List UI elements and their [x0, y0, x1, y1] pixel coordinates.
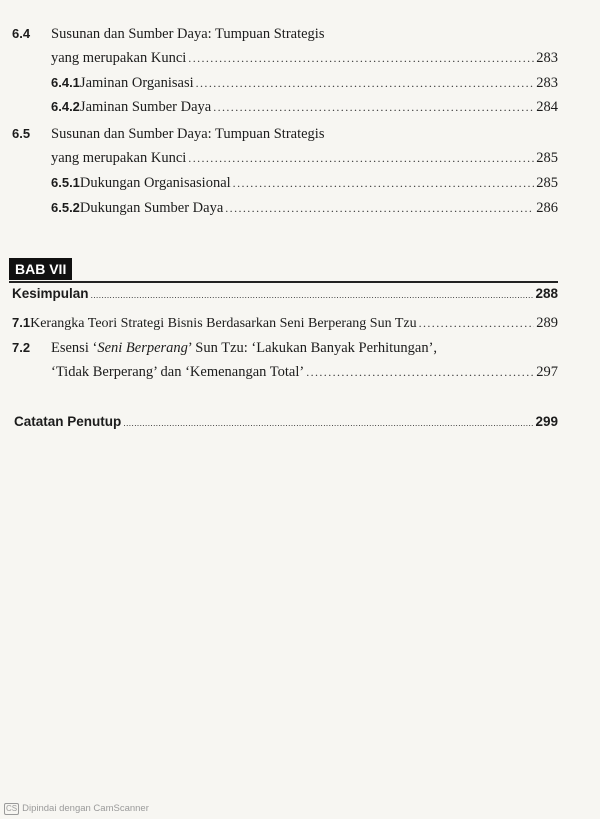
- section-number: 7.2: [12, 340, 31, 355]
- toc-entry-6-4-line1: [12, 24, 558, 44]
- toc-entry-7-1: [12, 313, 558, 334]
- toc-entry-6-4-2: [51, 97, 558, 117]
- leader-dots: [233, 173, 535, 193]
- leader-dots: [188, 48, 534, 68]
- page-number: 299: [535, 414, 558, 429]
- page-number: 289: [536, 315, 558, 331]
- section-title-cont: ‘Tidak Berperang’ dan ‘Kemenangan Total’: [51, 364, 305, 380]
- section-number: 6.5.1: [51, 175, 80, 190]
- toc-entry-6-5-line1: [12, 124, 558, 144]
- toc-entry-6-5-line2: [51, 148, 558, 168]
- section-title-cont: yang merupakan Kunci: [51, 150, 187, 166]
- section-number: 6.5.2: [51, 200, 80, 215]
- section-title: Dukungan Organisasional: [79, 175, 231, 191]
- section-title-cont: yang merupakan Kunci: [51, 50, 187, 66]
- leader-dots: [196, 73, 535, 93]
- toc-entry-7-2-line2: [51, 362, 558, 382]
- section-number: 6.4.2: [51, 99, 80, 114]
- leader-dots: [419, 313, 535, 333]
- toc-entry-6-5-2: [51, 198, 558, 218]
- page-number: 285: [536, 150, 558, 166]
- chapter-badge: BAB VII: [9, 258, 72, 280]
- camscanner-logo: CS: [6, 804, 18, 813]
- page-number: 288: [535, 286, 558, 301]
- chapter-title-entry: [12, 284, 558, 305]
- closing-entry: [14, 412, 558, 433]
- section-number: 6.4: [12, 26, 31, 41]
- toc-entry-6-4-1: [51, 73, 558, 93]
- page-number: 283: [536, 50, 558, 66]
- section-number: 7.1: [12, 315, 31, 330]
- closing-title: Catatan Penutup: [14, 414, 122, 429]
- leader-dots: [188, 148, 534, 168]
- section-number: 6.5: [12, 126, 31, 141]
- chapter-title: Kesimpulan: [12, 286, 89, 301]
- leader-dots: [306, 362, 534, 382]
- section-number: 6.4.1: [51, 75, 80, 90]
- section-title: Susunan dan Sumber Daya: Tumpuan Strategis: [51, 126, 325, 142]
- scanner-watermark: [4, 803, 149, 815]
- title-part: Esensi ‘: [51, 340, 98, 356]
- toc-entry-6-4-line2: [51, 48, 558, 68]
- page-number: 285: [536, 175, 558, 191]
- page-number: 286: [536, 200, 558, 216]
- section-title: Kerangka Teori Strategi Bisnis Berdasarkan Seni Berperang Sun Tzu: [30, 316, 417, 331]
- page-number: 284: [536, 99, 558, 115]
- section-title: Jaminan Sumber Daya: [79, 99, 212, 115]
- toc-entry-7-2-line1: [12, 338, 558, 358]
- title-part: ’ Sun Tzu: ‘Lakukan Banyak Perhitungan’,: [187, 340, 438, 356]
- leader-dots: [123, 413, 533, 433]
- page-number: 283: [536, 75, 558, 91]
- section-title: [51, 338, 437, 358]
- leader-dots: [213, 97, 534, 117]
- leader-dots: [225, 198, 534, 218]
- section-title: Jaminan Organisasi: [79, 75, 194, 91]
- leader-dots: [91, 285, 534, 305]
- page-number: 297: [536, 364, 558, 380]
- chapter-rule: [9, 281, 558, 283]
- section-title: Susunan dan Sumber Daya: Tumpuan Strategis: [51, 26, 325, 42]
- section-title: Dukungan Sumber Daya: [79, 200, 224, 216]
- toc-entry-6-5-1: [51, 173, 558, 193]
- title-italic: Seni Berperang: [97, 340, 188, 356]
- watermark-text: Dipindai dengan CamScanner: [22, 803, 149, 814]
